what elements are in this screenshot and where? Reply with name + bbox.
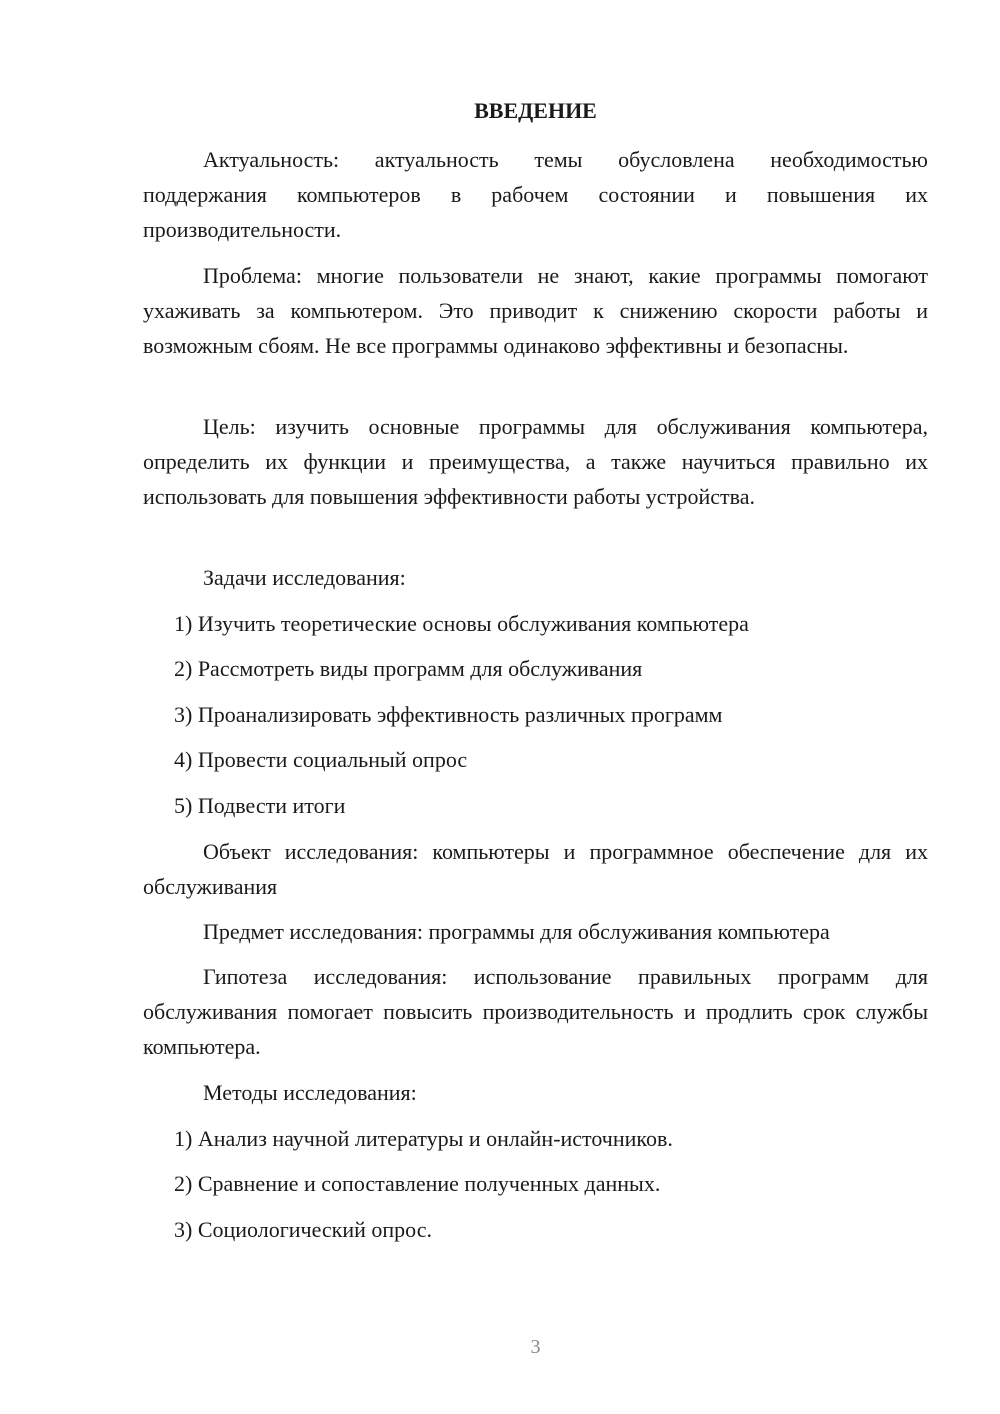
task-item-5: 5) Подвести итоги xyxy=(174,793,346,818)
methods-title: Методы исследования: xyxy=(203,1080,417,1105)
object-paragraph: Объект исследования: компьютеры и программное обеспечение для их обслуживания xyxy=(143,839,928,899)
method-item-3: 3) Социологический опрос. xyxy=(174,1217,432,1242)
task-item-1: 1) Изучить теоретические основы обслуживания компьютера xyxy=(174,611,749,636)
page-number: 3 xyxy=(530,1336,541,1358)
task-item-4: 4) Провести социальный опрос xyxy=(174,747,468,772)
task-item-3: 3) Проанализировать эффективность различных программ xyxy=(174,702,723,727)
hypothesis-paragraph: Гипотеза исследования: использование правильных программ для обслуживания помогает повысить производительность и продлить срок службы компьютера. xyxy=(143,964,928,1059)
section-heading: ВВЕДЕНИЕ xyxy=(474,98,597,123)
method-item-1: 1) Анализ научной литературы и онлайн-источников. xyxy=(174,1126,673,1151)
tasks-title: Задачи исследования: xyxy=(203,565,406,590)
goal-paragraph: Цель: изучить основные программы для обслуживания компьютера, определить их функции и преимущества, а также научиться правильно их использовать для повышения эффективности работы устройства. xyxy=(143,414,928,509)
problem-paragraph: Проблема: многие пользователи не знают, какие программы помогают ухаживать за компьютером. Это приводит к снижению скорости работы и возможным сбоям. Не все программы одинаково эффективны и безопасны. xyxy=(143,263,928,358)
method-item-2: 2) Сравнение и сопоставление полученных данных. xyxy=(174,1171,661,1196)
document-page xyxy=(143,0,928,1414)
subject-paragraph: Предмет исследования: программы для обслуживания компьютера xyxy=(203,919,830,944)
relevance-paragraph: Актуальность: актуальность темы обусловлена необходимостью поддержания компьютеров в рабочем состоянии и повышения их производительности. xyxy=(143,147,928,242)
task-item-2: 2) Рассмотреть виды программ для обслуживания xyxy=(174,656,643,681)
